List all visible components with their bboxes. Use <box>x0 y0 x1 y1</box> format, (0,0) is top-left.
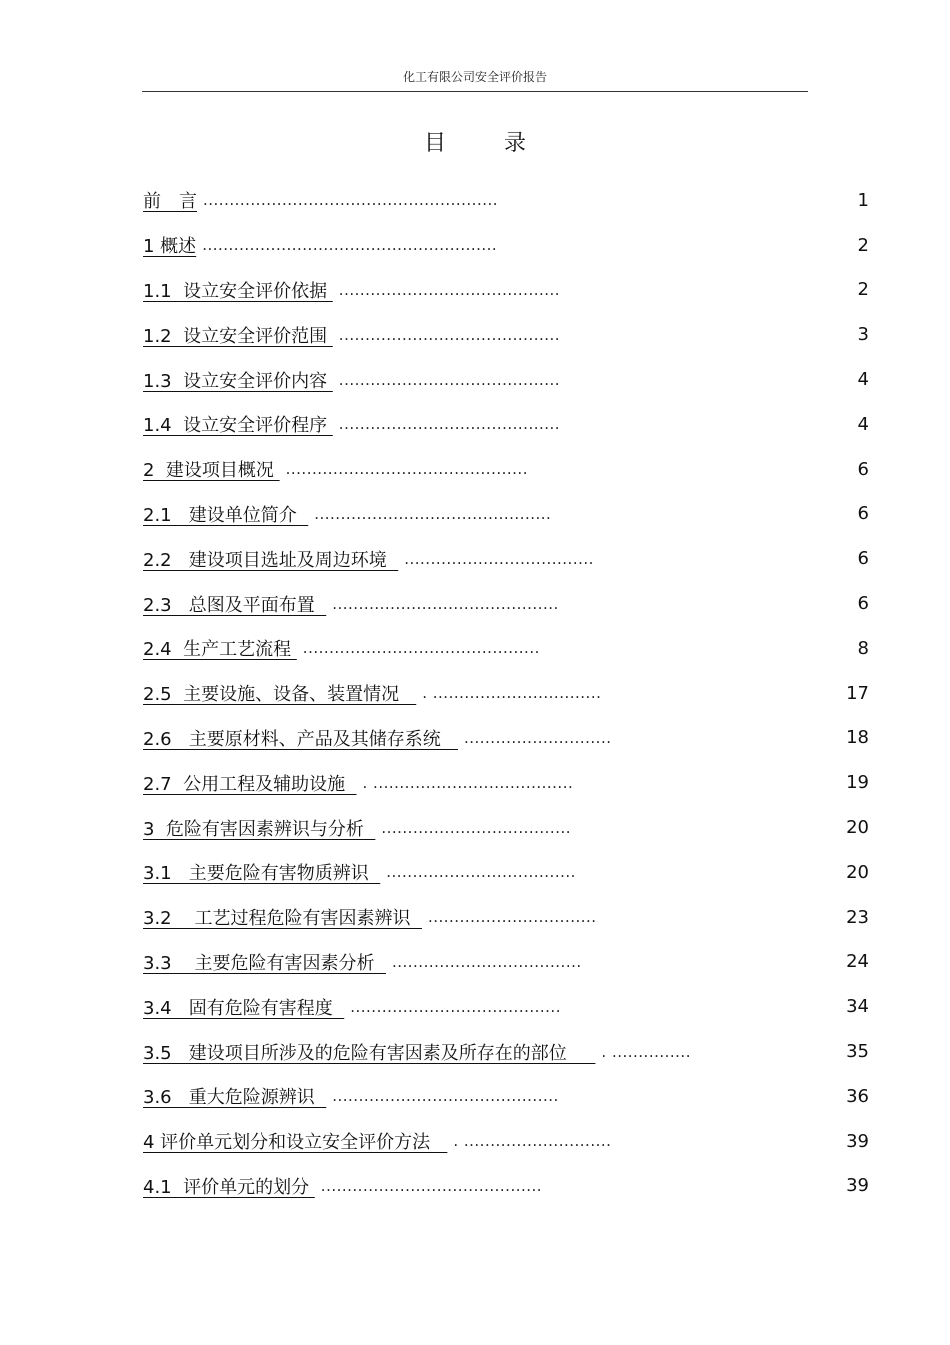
toc-entry-label[interactable]: 2.1 建设单位简介 <box>143 504 309 526</box>
toc-entry-label[interactable]: 1 概述 <box>143 236 197 258</box>
toc-entry-label[interactable]: 2.7 公用工程及辅助设施 <box>143 773 357 795</box>
toc-entry-label[interactable]: 2.4 生产工艺流程 <box>143 639 297 661</box>
toc-entry-leader: . ...................................... <box>362 773 574 792</box>
running-header: 化工有限公司安全评价报告 <box>402 70 547 84</box>
toc-entry-page-number: 2 <box>857 279 869 301</box>
toc-entry-leader: .................................... <box>381 818 571 837</box>
toc-entry-label[interactable]: 1.1 设立安全评价依据 <box>143 280 333 302</box>
toc-entry-page-number: 20 <box>846 817 869 839</box>
toc-title-right: 录 <box>504 131 527 156</box>
toc-entry-label[interactable]: 3.3 主要危险有害因素分析 <box>143 952 386 974</box>
toc-entry[interactable] <box>143 716 869 761</box>
toc-entry[interactable] <box>143 1164 869 1209</box>
toc-entry-leader: .............................................. <box>285 460 528 479</box>
toc-entry-leader: ........................................................ <box>202 236 498 255</box>
toc-entry-leader: .................................... <box>391 952 582 971</box>
toc-entry-page-number: 17 <box>846 682 869 704</box>
toc-entry-page-number: 6 <box>857 503 869 525</box>
toc-entry-leader: .................................... <box>386 863 576 882</box>
toc-entry-label[interactable]: 3.1 主要危险有害物质辨识 <box>143 863 381 885</box>
toc-entry[interactable] <box>143 626 869 671</box>
toc-entry-leader: . ............... <box>601 1042 691 1061</box>
toc-entry-label[interactable]: 1.4 设立安全评价程序 <box>143 415 333 437</box>
toc-entry-label[interactable]: 4.1 评价单元的划分 <box>143 1176 315 1198</box>
toc-entry-page-number: 4 <box>857 369 869 391</box>
toc-entry-leader: ............................ <box>463 728 612 747</box>
table-of-contents <box>143 178 869 1208</box>
toc-entry-label[interactable]: 2.3 总图及平面布置 <box>143 594 327 616</box>
toc-entry-leader: .......................................... <box>338 370 561 389</box>
toc-entry[interactable] <box>143 1119 869 1164</box>
toc-entry-page-number: 8 <box>857 637 869 659</box>
toc-entry-page-number: 1 <box>857 189 869 211</box>
toc-title-left: 目 <box>423 131 446 156</box>
toc-entry-label[interactable]: 1.2 设立安全评价范围 <box>143 325 333 347</box>
toc-entry-label[interactable]: 2 建设项目概况 <box>143 460 280 482</box>
toc-entry-label[interactable]: 3.4 固有危险有害程度 <box>143 997 345 1019</box>
header-divider <box>142 91 808 92</box>
toc-entry[interactable] <box>143 447 869 492</box>
toc-entry-page-number: 39 <box>846 1175 869 1197</box>
toc-entry[interactable] <box>143 1074 869 1119</box>
toc-entry[interactable] <box>143 940 869 985</box>
toc-entry-leader: .......................................... <box>338 280 561 299</box>
toc-entry[interactable] <box>143 850 869 895</box>
toc-entry[interactable] <box>143 805 869 850</box>
toc-entry[interactable] <box>143 760 869 805</box>
toc-entry-page-number: 2 <box>857 234 869 256</box>
toc-entry-label[interactable]: 2.2 建设项目选址及周边环境 <box>143 549 399 571</box>
toc-entry-page-number: 24 <box>846 951 869 973</box>
toc-entry-label[interactable]: 3.6 重大危险源辨识 <box>143 1087 327 1109</box>
toc-entry-leader: ............................................. <box>302 639 540 658</box>
toc-entry-label[interactable]: 前 言 <box>143 191 197 213</box>
toc-entry-page-number: 36 <box>846 1085 869 1107</box>
toc-entry-label[interactable]: 3 危险有害因素辨识与分析 <box>143 818 376 840</box>
toc-entry[interactable] <box>143 984 869 1029</box>
toc-entry-leader: ........................................... <box>332 1087 559 1106</box>
toc-entry-page-number: 39 <box>846 1130 869 1152</box>
toc-entry-leader: ........................................................ <box>203 191 499 210</box>
toc-entry[interactable] <box>143 402 869 447</box>
toc-entry-page-number: 3 <box>857 324 869 346</box>
toc-entry[interactable] <box>143 178 869 223</box>
toc-entry[interactable] <box>143 357 869 402</box>
toc-entry-page-number: 6 <box>857 593 869 615</box>
toc-entry-page-number: 6 <box>857 548 869 570</box>
toc-entry-leader: ........................................... <box>332 594 559 613</box>
toc-entry[interactable] <box>143 536 869 581</box>
toc-entry[interactable] <box>143 671 869 716</box>
toc-entry-label[interactable]: 3.2 工艺过程危险有害因素辨识 <box>143 908 422 930</box>
toc-entry-leader: .......................................... <box>320 1176 543 1195</box>
toc-entry[interactable] <box>143 312 869 357</box>
toc-entry-label[interactable]: 1.3 设立安全评价内容 <box>143 370 333 392</box>
toc-entry[interactable] <box>143 895 869 940</box>
toc-entry-leader: ............................................. <box>314 504 552 523</box>
toc-entry-leader: . ................................ <box>422 684 602 703</box>
toc-entry[interactable] <box>143 492 869 537</box>
toc-entry[interactable] <box>143 268 869 313</box>
toc-entry-leader: ........................................ <box>350 997 561 1016</box>
toc-entry-page-number: 4 <box>857 413 869 435</box>
toc-entry[interactable] <box>143 223 869 268</box>
toc-entry-label[interactable]: 2.6 主要原材料、产品及其储存系统 <box>143 728 458 750</box>
toc-entry-leader: .................................... <box>404 549 594 568</box>
toc-entry-leader: . ............................ <box>453 1132 612 1151</box>
toc-entry-leader: ................................ <box>427 908 597 927</box>
toc-entry-page-number: 35 <box>846 1041 869 1063</box>
toc-entry-page-number: 20 <box>846 861 869 883</box>
toc-entry-page-number: 23 <box>846 906 869 928</box>
toc-entry-label[interactable]: 3.5 建设项目所涉及的危险有害因素及所存在的部位 <box>143 1042 596 1064</box>
toc-entry-page-number: 34 <box>846 996 869 1018</box>
toc-title <box>0 126 950 157</box>
toc-entry-label[interactable]: 2.5 主要设施、设备、装置情况 <box>143 684 417 706</box>
toc-entry[interactable] <box>143 1029 869 1074</box>
toc-entry-page-number: 18 <box>846 727 869 749</box>
toc-entry-leader: .......................................... <box>338 415 561 434</box>
toc-entry-page-number: 19 <box>846 772 869 794</box>
toc-entry-page-number: 6 <box>857 458 869 480</box>
toc-entry-label[interactable]: 4 评价单元划分和设立安全评价方法 <box>143 1132 448 1154</box>
toc-entry[interactable] <box>143 581 869 626</box>
toc-entry-leader: .......................................... <box>338 325 561 344</box>
